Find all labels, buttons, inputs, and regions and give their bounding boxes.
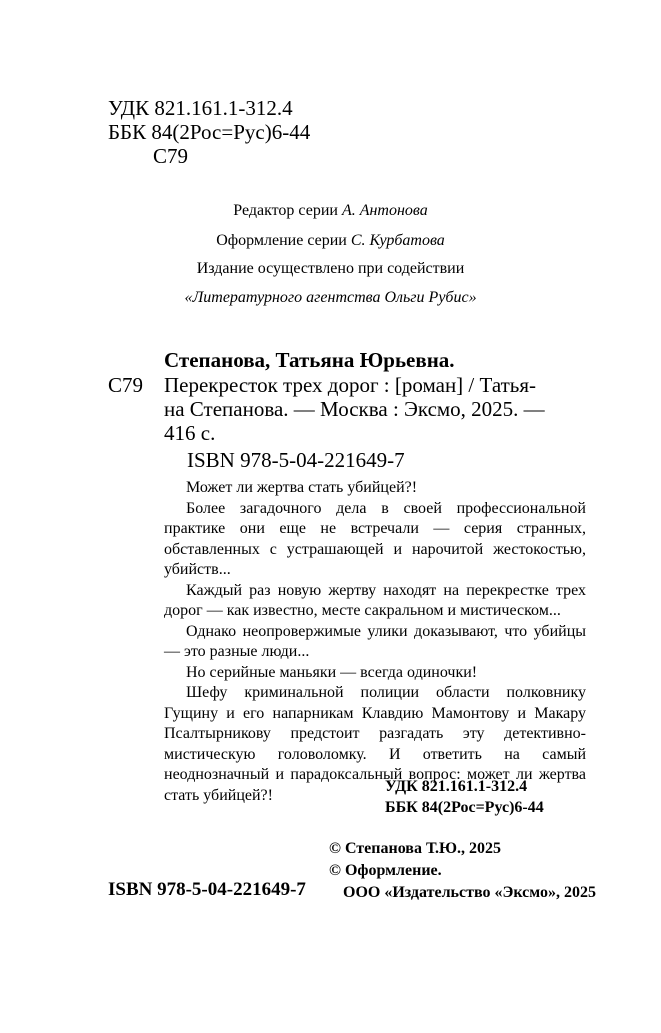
series-design-name: С. Курбатова [350, 232, 445, 249]
copyright-publisher: ООО «Издательство «Эксмо», 2025 [343, 884, 596, 901]
annotation-paragraph: Каждый раз новую жертву находят на перекрестке трех дорог — как известно, месте сакральном и мистическом... [164, 581, 586, 619]
bottom-udk-code: УДК 821.161.1-312.4 [385, 778, 528, 795]
udk-code: УДК 821.161.1-312.4 [108, 96, 293, 120]
series-editor-name: А. Антонова [341, 202, 428, 219]
annotation-paragraph: Однако неопровержимые улики доказывают, что убийцы — это разные люди... [164, 622, 586, 660]
bib-line-1: Перекресток трех дорог : [роман] / Татья- [164, 373, 537, 397]
series-editor-label: Редактор серии [233, 202, 338, 219]
annotation-paragraph: Шефу криминальной полиции области полковнику Гущину и его напарникам Клавдию Мамонтову и Макару Псалтырникову предстоит разгадать эту детективно-мистическую головоломку. И ответить на самый неоднозначный и парадоксальный вопрос: может ли жертва стать убийцей?! [164, 684, 586, 804]
bbk-code: ББК 84(2Рос=Рус)6-44 [108, 120, 311, 144]
series-design-line [0, 231, 661, 251]
series-editor-line [0, 201, 661, 221]
author-sign: С79 [153, 144, 189, 168]
annotation-paragraph: Более загадочного дела в своей профессиональной практике они еще не встречали — серия странных, обставленных с устрашающей и нарочитой жестокостью, убийств... [164, 499, 586, 578]
annotation [164, 478, 586, 806]
annotation-paragraph: Может ли жертва стать убийцей?! [186, 479, 418, 496]
bottom-bbk-code: ББК 84(2Рос=Рус)6-44 [385, 799, 544, 816]
agency-name: «Литературного агентства Ольги Рубис» [184, 289, 477, 306]
bib-sign: С79 [108, 373, 144, 397]
copyright-author: © Степанова Т.Ю., 2025 [329, 840, 502, 857]
series-design-label: Оформление серии [216, 232, 347, 249]
bib-line-2: на Степанова. — Москва : Эксмо, 2025. — [164, 397, 545, 421]
bib-author: Степанова, Татьяна Юрьевна. [164, 348, 455, 372]
bottom-isbn: ISBN 978-5-04-221649-7 [108, 879, 306, 900]
bib-line-3: 416 с. [164, 421, 216, 445]
bib-isbn: ISBN 978-5-04-221649-7 [187, 448, 405, 472]
copyright-design: © Оформление. [329, 862, 442, 879]
support-line: Издание осуществлено при содействии [196, 260, 465, 277]
annotation-paragraph: Но серийные маньяки — всегда одиночки! [186, 663, 478, 681]
agency-line [0, 288, 661, 308]
